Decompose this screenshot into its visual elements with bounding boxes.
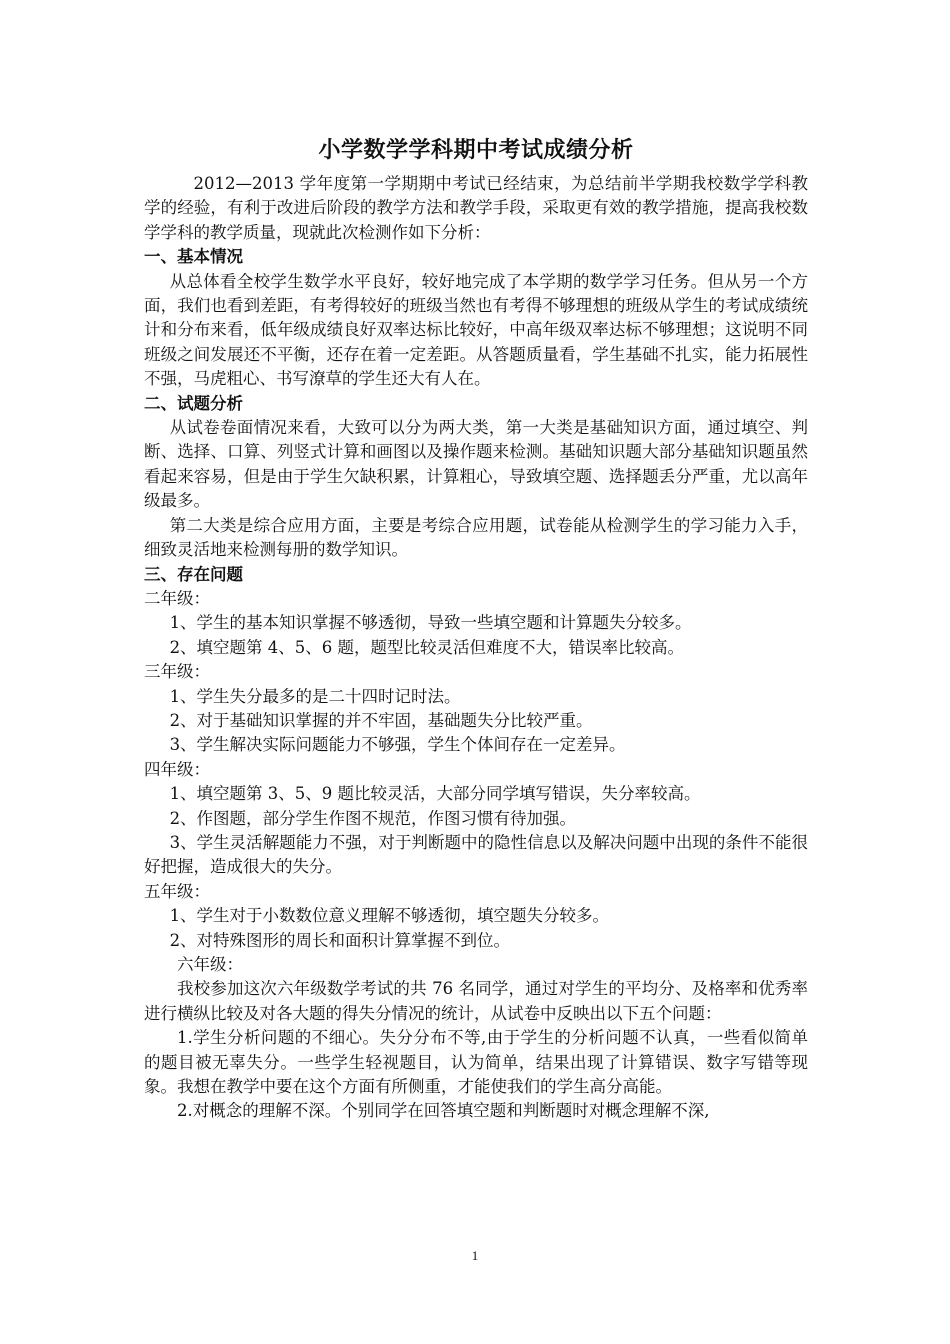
grade-3-item: 2、对于基础知识掌握的并不牢固，基础题失分比较严重。 bbox=[169, 710, 593, 730]
grade-3-item: 1、学生失分最多的是二十四时记时法。 bbox=[169, 686, 461, 706]
grade-6-paragraph-3: 2.对概念的理解不深。个别同学在回答填空题和判断题时对概念理解不深, bbox=[177, 1101, 710, 1121]
grade-6-label: 六年级： bbox=[177, 955, 243, 974]
grade-6-paragraph-1: 我校参加这次六年级数学考试的共 76 名同学，通过对学生的平均分、及格率和优秀率进行横纵比较及对各大题的得失分情况的统计，从试卷中反映出以下五个问题： bbox=[144, 979, 808, 1023]
grade-4-item: 3、学生灵活解题能力不强，对于判断题中的隐性信息以及解决问题中出现的条件不能很好把握，造成很大的失分。 bbox=[144, 832, 808, 877]
grade-4-label: 四年级： bbox=[144, 759, 210, 779]
document-body bbox=[144, 136, 808, 1124]
grade-5-label: 五年级： bbox=[144, 881, 210, 901]
section-heading-analysis: 二、试题分析 bbox=[144, 393, 243, 413]
grade-6-paragraph-2: 1.学生分析问题的不细心。失分分布不等,由于学生的分析问题不认真，一些看似简单的题目被无辜失分。一些学生轻视题目，认为简单，结果出现了计算错误、数字写错等现象。我想在教学中要在这个方面有所侧重，才能使我们的学生高分高能。 bbox=[144, 1028, 808, 1097]
page-number: 1 bbox=[471, 1248, 479, 1263]
grade-5-item: 2、对特殊图形的周长和面积计算掌握不到位。 bbox=[169, 930, 511, 950]
grade-4-item: 1、填空题第 3、5、9 题比较灵活，大部分同学填写错误，失分率较高。 bbox=[169, 784, 701, 804]
analysis-paragraph-1: 从试卷卷面情况来看，大致可以分为两大类，第一大类是基础知识方面，通过填空、判断、选择、口算、列竖式计算和画图以及操作题来检测。基础知识题大部分基础知识题虽然看起来容易，但是由于学生欠缺积累，计算粗心，导致填空题、选择题丢分严重，尤以高年级最多。 bbox=[144, 418, 808, 511]
grade-2-item: 2、填空题第 4、5、6 题，题型比较灵活但难度不大，错误率比较高。 bbox=[169, 637, 685, 657]
grade-5-item: 1、学生对于小数数位意义理解不够透彻，填空题失分较多。 bbox=[169, 906, 610, 926]
grade-2-item: 1、学生的基本知识掌握不够透彻，导致一些填空题和计算题失分较多。 bbox=[169, 613, 692, 633]
grade-3-item: 3、学生解决实际问题能力不够强，学生个体间存在一定差异。 bbox=[169, 735, 626, 755]
basic-paragraph: 从总体看全校学生数学水平良好，较好地完成了本学期的数学学习任务。但从另一个方面，我们也看到差距，有考得较好的班级当然也有考得不够理想的班级从学生的考试成绩统计和分布来看，低年级成绩良好双率达标比较好，中高年级双率达标不够理想；这说明不同班级之间发展还不平衡，还存在着一定差距。从答题质量看，学生基础不扎实，能力拓展性不强，马虎粗心、书写潦草的学生还大有人在。 bbox=[144, 271, 808, 389]
intro-paragraph: 2012—2013 学年度第一学期期中考试已经结束，为总结前半学期我校数学学科教学的经验，有利于改进后阶段的教学方法和教学手段，采取更有效的教学措施，提高我校数学学科的教学质量，现就此次检测作如下分析： bbox=[144, 174, 808, 242]
grade-2-label: 二年级： bbox=[144, 588, 210, 608]
page-title: 小学数学学科期中考试成绩分析 bbox=[318, 138, 634, 163]
section-heading-problems: 三、存在问题 bbox=[144, 564, 243, 584]
section-heading-basic: 一、基本情况 bbox=[144, 247, 243, 267]
grade-4-item: 2、作图题，部分学生作图不规范，作图习惯有待加强。 bbox=[169, 808, 577, 828]
grade-3-label: 三年级： bbox=[144, 662, 210, 682]
analysis-paragraph-2: 第二大类是综合应用方面，主要是考综合应用题，试卷能从检测学生的学习能力入手，细致灵活地来检测每册的数学知识。 bbox=[144, 515, 808, 560]
